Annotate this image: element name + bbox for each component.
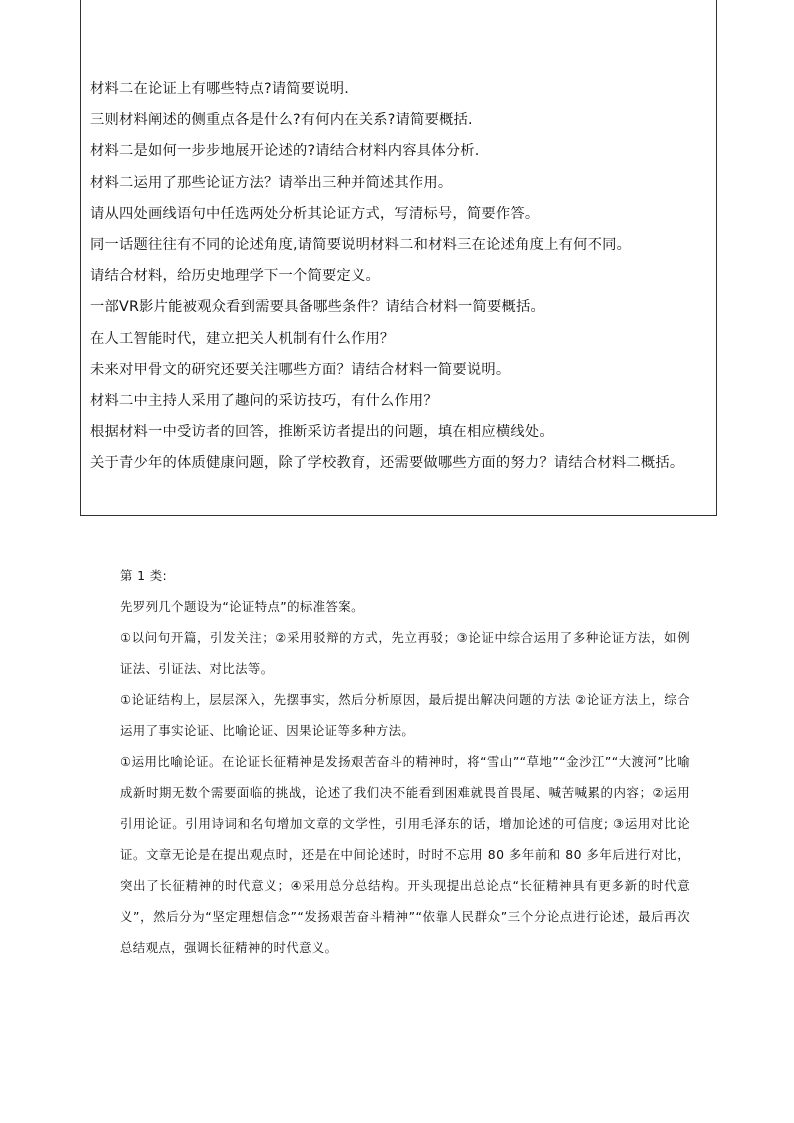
question-item: 材料二运用了那些论证方法？请举出三种并简述其作用。 — [90, 174, 453, 191]
question-item: 一部VR影片能被观众看到需要具备哪些条件？请结合材料一简要概括。 — [90, 299, 546, 316]
answer-item: ①论证结构上，层层深入，先摆事实，然后分析原因，最后提出解决问题的方法 ②论证方法上，综合运用了事实论证、比喻论证、因果论证等多种方法。 — [120, 692, 690, 738]
question-item: 同一话题往往有不同的论述角度,请简要说明材料二和材料三在论述角度上有何不同。 — [90, 237, 632, 254]
question-item: 在人工智能时代，建立把关人机制有什么作用？ — [90, 330, 395, 347]
question-item: 未来对甲骨文的研究还要关注哪些方面？请结合材料一简要说明。 — [90, 361, 511, 378]
question-item: 关于青少年的体质健康问题，除了学校教育，还需要做哪些方面的努力？请结合材料二概括。 — [90, 455, 685, 472]
answer-intro: 先罗列几个题设为“论证特点”的标准答案。 — [120, 599, 364, 614]
answer-item: ①以问句开篇，引发关注；②采用驳辩的方式，先立再驳；③论证中综合运用了多种论证方法，如例证法、引证法、对比法等。 — [120, 630, 690, 676]
question-list — [90, 74, 712, 480]
question-item: 三则材料阐述的侧重点各是什么?有何内在关系?请简要概括. — [90, 112, 473, 129]
question-item: 请结合材料，给历史地理学下一个简要定义。 — [90, 268, 380, 285]
category-heading: 第 1 类: — [120, 568, 168, 583]
question-item: 根据材料一中受访者的回答，推断采访者提出的问题，填在相应横线处。 — [90, 424, 554, 441]
answer-item: ①运用比喻论证。在论证长征精神是发扬艰苦奋斗的精神时，将“雪山”“草地”“金沙江”“大渡河”比喻成新时期无数个需要面临的挑战，论述了我们决不能看到困难就畏首畏尾、喊苦喊累的内容；②运用引用论证。引用诗词和名句增加文章的文学性，引用毛泽东的话，增加论述的可信度; ③运用对比论证。文章无论是在提出观点时，还是在中间论述时，时时不忘用 80 多年前和 80 多年后进行对比，突出了长征精神的时代意义；④采用总分总结构。开头现提出总论点“长征精神具有更多新的时代意义”，然后分为“坚定理想信念”“发扬艰苦奋斗精神”“依靠人民群众”三个分论点进行论述，最后再次总结观点，强调长征精神的时代意义。 — [120, 754, 690, 955]
question-item: 请从四处画线语句中任选两处分析其论证方式，写清标号，简要作答。 — [90, 205, 540, 222]
question-item: 材料二中主持人采用了趣问的采访技巧，有什么作用？ — [90, 393, 438, 410]
question-item: 材料二是如何一步步地展开论述的?请结合材料内容具体分析. — [90, 143, 480, 160]
question-item: 材料二在论证上有哪些特点?请简要说明. — [90, 81, 349, 97]
question-box — [80, 0, 717, 516]
answer-section — [120, 560, 690, 963]
